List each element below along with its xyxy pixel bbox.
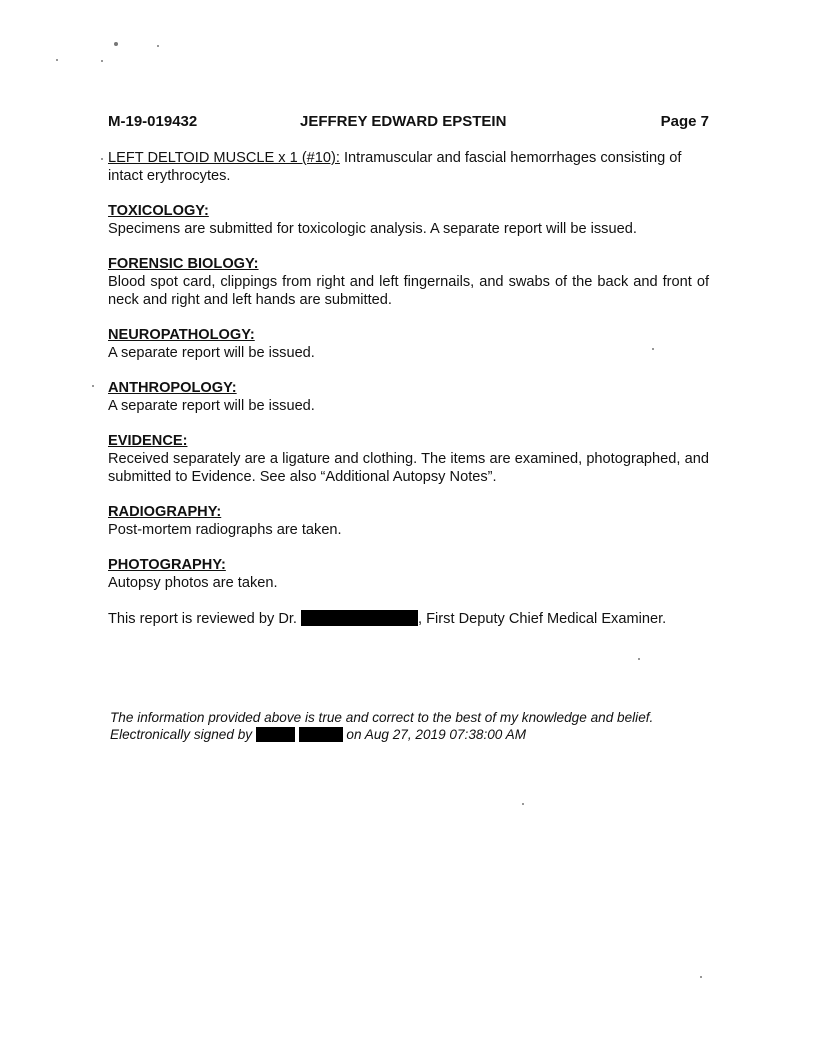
redaction-box [299, 727, 343, 742]
scan-speck [700, 976, 702, 978]
report-body [108, 149, 709, 628]
electronic-signature [110, 709, 710, 743]
section-heading: PHOTOGRAPHY: [108, 557, 226, 573]
section-heading: RADIOGRAPHY: [108, 504, 222, 520]
scan-speck [92, 385, 94, 387]
redaction-box [301, 610, 418, 626]
section-heading: TOXICOLOGY: [108, 203, 209, 219]
section-text: Autopsy photos are taken. [108, 575, 278, 591]
section-photography [108, 556, 709, 592]
reviewer-statement [108, 610, 709, 628]
section-radiography [108, 503, 709, 539]
page-header [108, 113, 709, 133]
deltoid-finding [108, 149, 709, 185]
scan-speck [522, 803, 524, 805]
section-heading: NEUROPATHOLOGY: [108, 327, 255, 343]
signed-suffix: on Aug 27, 2019 07:38:00 AM [342, 727, 527, 742]
section-toxicology [108, 202, 709, 238]
deltoid-label: LEFT DELTOID MUSCLE x 1 (#10): [108, 150, 340, 166]
section-text: A separate report will be issued. [108, 345, 315, 361]
section-text: Blood spot card, clippings from right and left fingernails, and swabs of the back and front of neck and right and left hands are submitted. [108, 274, 709, 308]
section-heading: FORENSIC BIOLOGY: [108, 256, 259, 272]
section-text: Post-mortem radiographs are taken. [108, 522, 342, 538]
page-number: Page 7 [660, 113, 709, 130]
scan-speck [157, 45, 159, 47]
section-text: Received separately are a ligature and clothing. The items are examined, photographed, and submitted to Evidence. See also “Additional Autopsy Notes”. [108, 451, 709, 485]
scan-speck [56, 59, 58, 61]
review-prefix: This report is reviewed by Dr. [108, 611, 302, 627]
review-suffix: , First Deputy Chief Medical Examiner. [418, 611, 667, 627]
deltoid-text: Intramuscular and fascial hemorrhages consisting of intact erythrocytes. [108, 150, 682, 184]
case-number: M-19-019432 [108, 113, 198, 130]
scan-speck [638, 658, 640, 660]
scan-speck [101, 60, 103, 62]
signed-prefix: Electronically signed by [110, 727, 256, 742]
section-anthropology [108, 379, 709, 415]
scan-speck [101, 158, 103, 160]
section-text: A separate report will be issued. [108, 398, 315, 414]
signed-by-line [110, 726, 710, 743]
section-forensic-biology [108, 255, 709, 309]
section-evidence [108, 432, 709, 486]
section-heading: EVIDENCE: [108, 433, 188, 449]
section-text: Specimens are submitted for toxicologic analysis. A separate report will be issued. [108, 221, 637, 237]
redaction-box [256, 727, 295, 742]
attestation-line: The information provided above is true and correct to the best of my knowledge and belief. [110, 710, 654, 725]
scan-speck [114, 42, 118, 46]
section-heading: ANTHROPOLOGY: [108, 380, 237, 396]
decedent-name: JEFFREY EDWARD EPSTEIN [300, 113, 507, 130]
section-neuropathology [108, 326, 709, 362]
